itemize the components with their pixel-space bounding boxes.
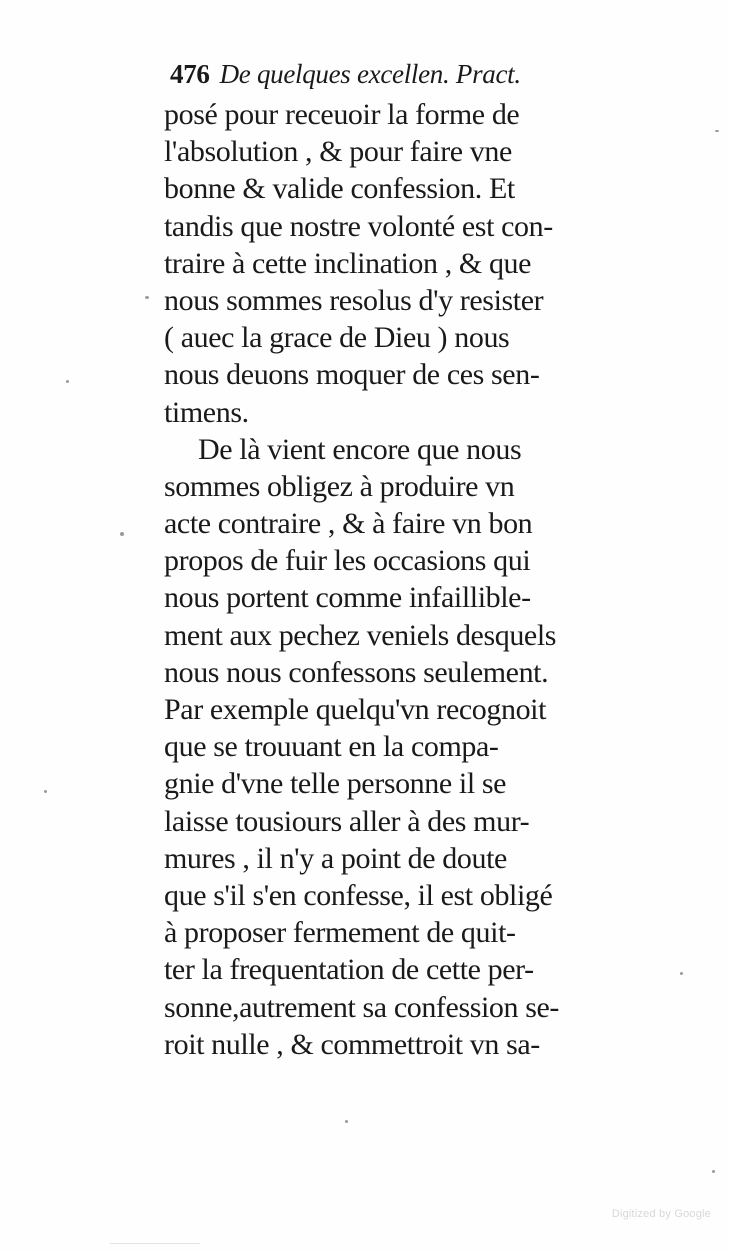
text-line: tandis que nostre volonté est con-: [164, 209, 553, 243]
text-line: mures , il n'y a point de doute: [164, 841, 507, 875]
digitization-watermark: Digitized by Google: [611, 1208, 711, 1220]
text-line: nous portent comme infaillible-: [164, 581, 531, 615]
scan-speck: [120, 532, 124, 536]
text-line: nous deuons moquer de ces sen-: [164, 358, 540, 392]
scan-speck: [345, 1120, 348, 1123]
text-line: que se trouuant en la compa-: [164, 730, 499, 764]
text-line: à proposer fermement de quit-: [164, 916, 516, 950]
scan-speck: [145, 296, 149, 299]
text-line: nous nous confessons seulement.: [164, 655, 549, 689]
scan-speck: [66, 380, 69, 383]
text-line: Par exemple quelqu'vn recognoit: [164, 693, 547, 726]
text-line: laisse tousiours aller à des mur-: [164, 804, 530, 838]
text-line: roit nulle , & commettroit vn sa-: [164, 1027, 540, 1061]
text-line: bonne & valide confession. Et: [164, 172, 515, 206]
scan-speck: [44, 790, 47, 793]
page-edge-line: [110, 1243, 200, 1244]
text-line: traire à cette inclination , & que: [164, 246, 532, 280]
text-line: nous sommes resolus d'y resister: [164, 283, 544, 317]
scan-speck: [680, 972, 683, 975]
body-text: [164, 96, 654, 1063]
text-line: propos de fuir les occasions qui: [164, 544, 531, 578]
running-head-title: De quelques excellen. Pract.: [219, 59, 521, 89]
text-line: que s'il s'en confesse, il est obligé: [164, 878, 553, 912]
text-line: sonne,autrement sa confession se-: [164, 990, 560, 1024]
scan-speck: [715, 130, 719, 132]
text-line: gnie d'vne telle personne il se: [164, 767, 507, 801]
text-line: ter la frequentation de cette per-: [164, 953, 534, 987]
text-line: ( auec la grace de Dieu ) nous: [164, 321, 510, 355]
page-number: 476: [170, 59, 210, 89]
paragraph-start-line: De là vient encore que nous: [198, 432, 522, 466]
running-head: [170, 56, 640, 92]
text-line: sommes obligez à produire vn: [164, 469, 515, 503]
text-line: posé pour receuoir la forme de: [164, 98, 520, 131]
text-line: l'absolution , & pour faire vne: [164, 135, 512, 169]
text-line: ment aux pechez veniels desquels: [164, 618, 557, 652]
text-line: timens.: [164, 395, 249, 429]
text-line: acte contraire , & à faire vn bon: [164, 507, 533, 541]
scan-speck: [712, 1170, 715, 1173]
